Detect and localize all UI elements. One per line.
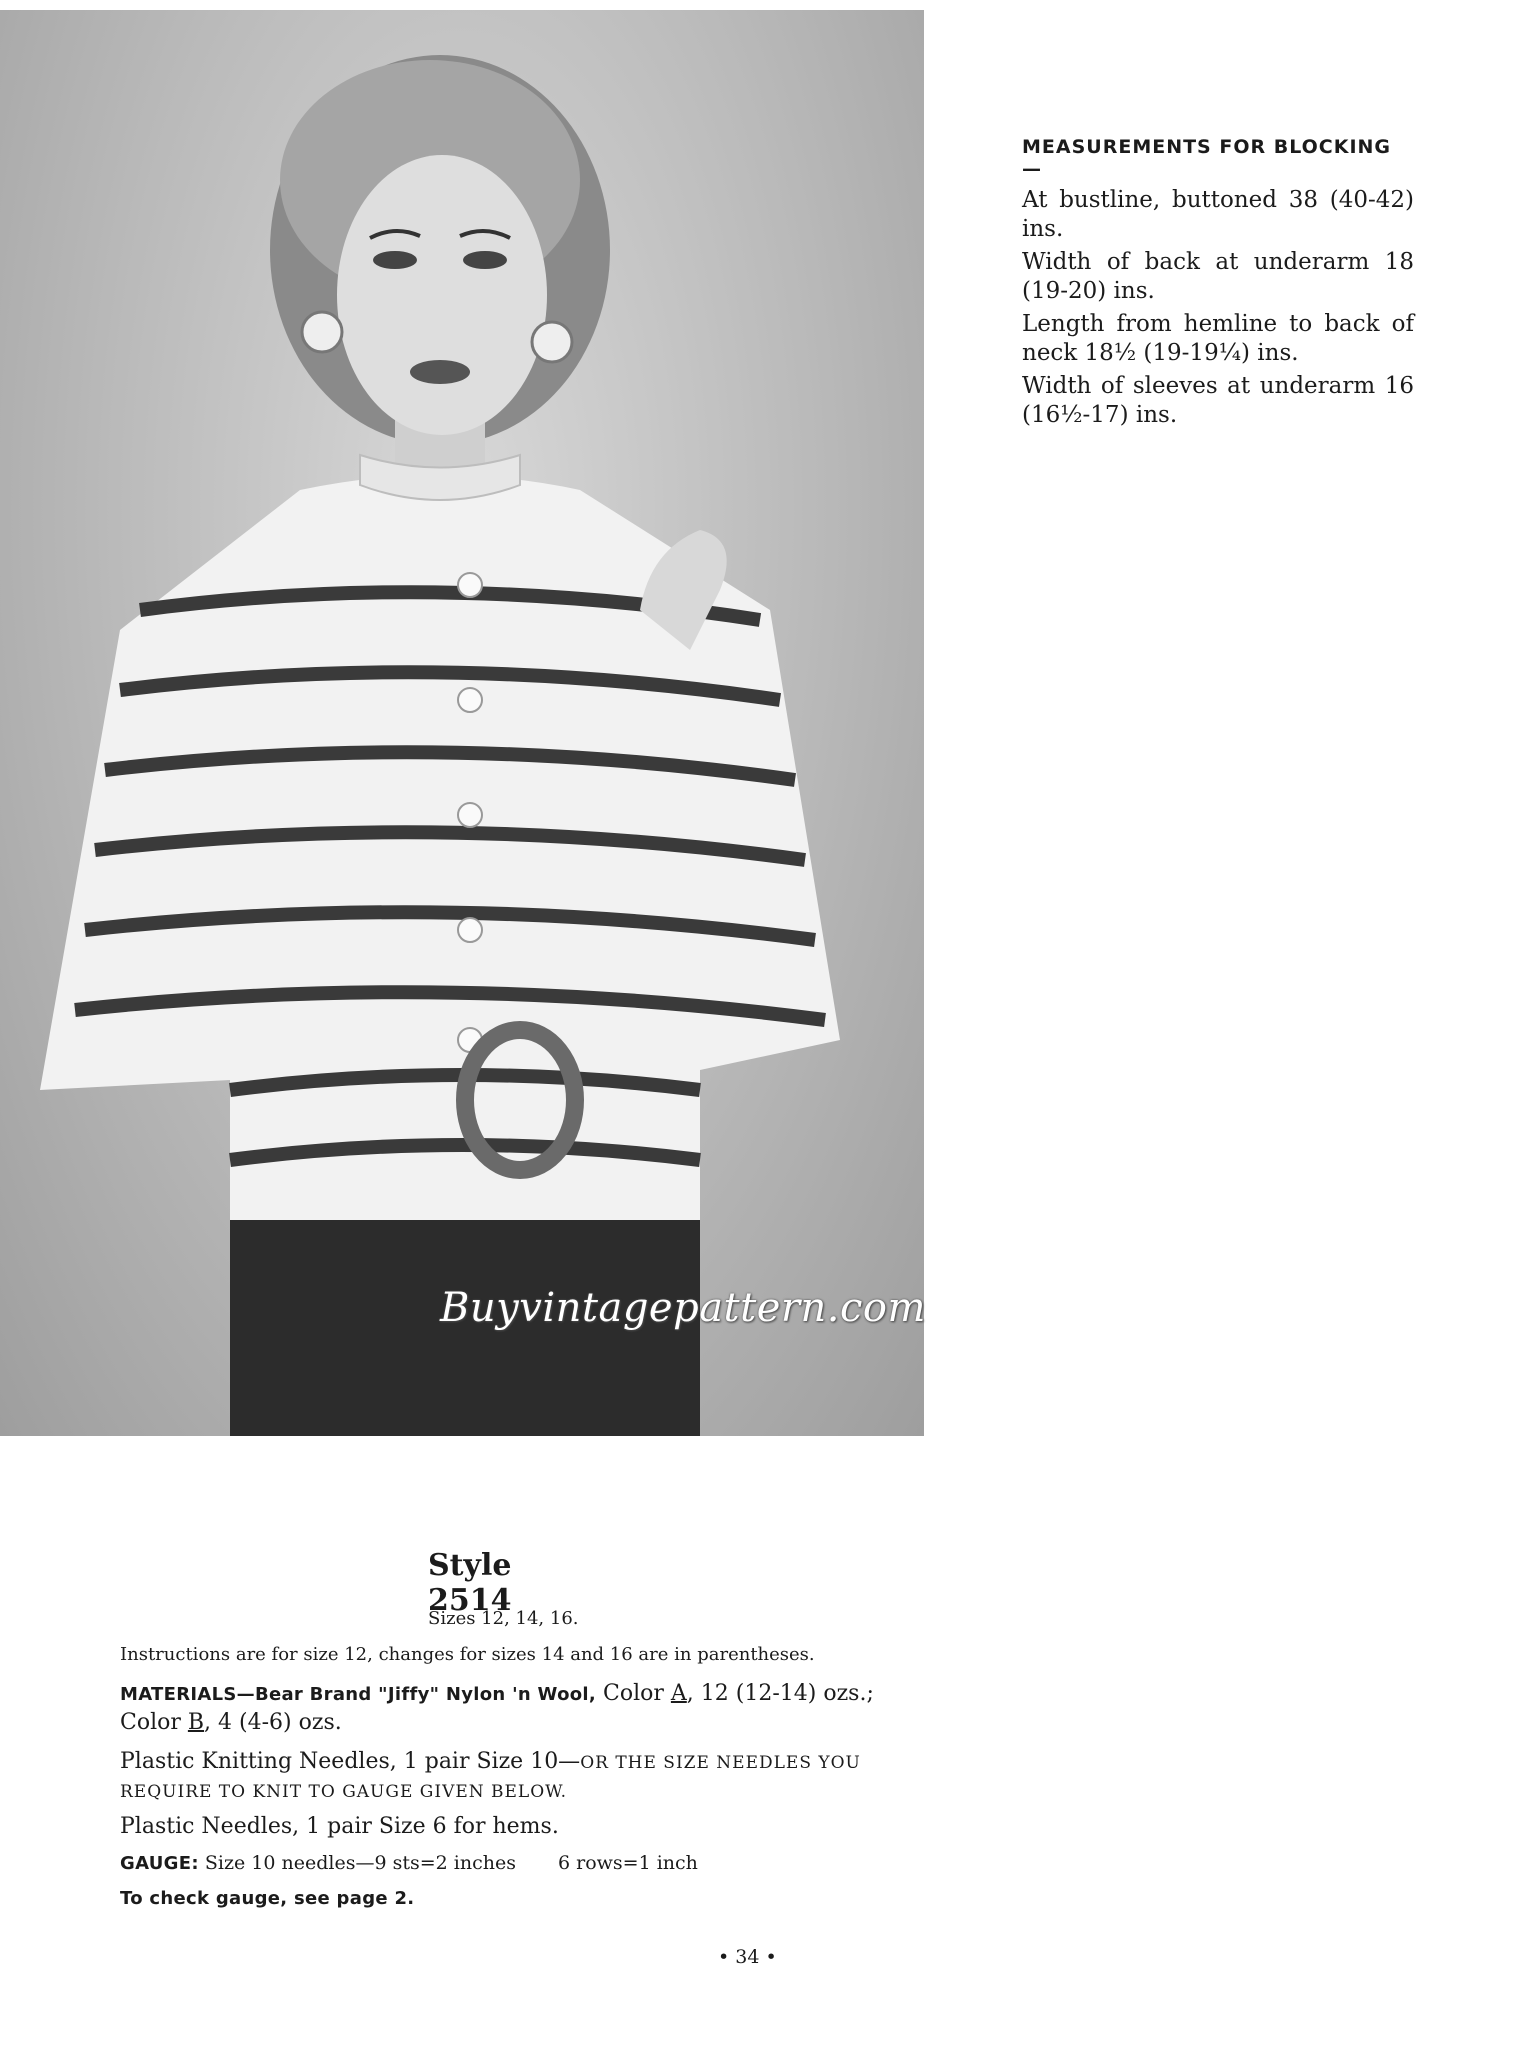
check-gauge-note: To check gauge, see page 2. <box>120 1888 415 1909</box>
needles-caps-text: OR THE SIZE NEEDLES YOU REQUIRE TO KNIT TO GAUGE GIVEN BELOW. <box>120 1753 861 1802</box>
measurement-line: Width of back at underarm 18 (19-20) ins. <box>1022 249 1414 304</box>
style-title: Style 2514 <box>428 1548 512 1618</box>
instructions-text: Instructions are for size 12, changes for sizes 14 and 16 are in parentheses. <box>120 1644 815 1665</box>
photo-model-cardigan <box>0 10 924 1436</box>
measurement-line: At bustline, buttoned 38 (40-42) ins. <box>1022 187 1414 242</box>
watermark: Buyvintagepattern.com <box>440 1285 926 1331</box>
color-a-qty: , 12 (12-14) ozs.; Color <box>120 1681 874 1735</box>
materials-paragraph <box>120 1680 895 1737</box>
gauge-rows: 6 rows=1 inch <box>558 1852 698 1874</box>
needles-paragraph <box>120 1748 895 1806</box>
measurement-line: Width of sleeves at underarm 16 (16½-17) ins. <box>1022 373 1414 428</box>
hems-text: Plastic Needles, 1 pair Size 6 for hems. <box>120 1814 559 1839</box>
needles-text: Plastic Knitting Needles, 1 pair Size 10— <box>120 1749 581 1774</box>
gauge-label: GAUGE: <box>120 1853 199 1874</box>
measurements-section <box>1022 136 1414 434</box>
color-a-letter: A <box>670 1681 687 1706</box>
sizes-text: Sizes 12, 14, 16. <box>428 1608 579 1629</box>
gauge-stitches: Size 10 needles—9 sts=2 inches <box>204 1852 516 1874</box>
color-b-qty: , 4 (4-6) ozs. <box>204 1710 342 1735</box>
color-a-prefix: Color <box>603 1681 671 1706</box>
gauge-line <box>120 1852 698 1874</box>
measurement-line: Length from hemline to back of neck 18½ (19-19¼) ins. <box>1022 311 1414 366</box>
color-b-letter: B <box>187 1710 205 1735</box>
measurements-heading: MEASUREMENTS FOR BLOCKING — <box>1022 136 1392 180</box>
page-number: • 34 • <box>718 1946 777 1968</box>
materials-label: MATERIALS—Bear Brand "Jiffy" Nylon 'n Wool, <box>120 1684 597 1705</box>
photo-illustration <box>0 10 924 1436</box>
